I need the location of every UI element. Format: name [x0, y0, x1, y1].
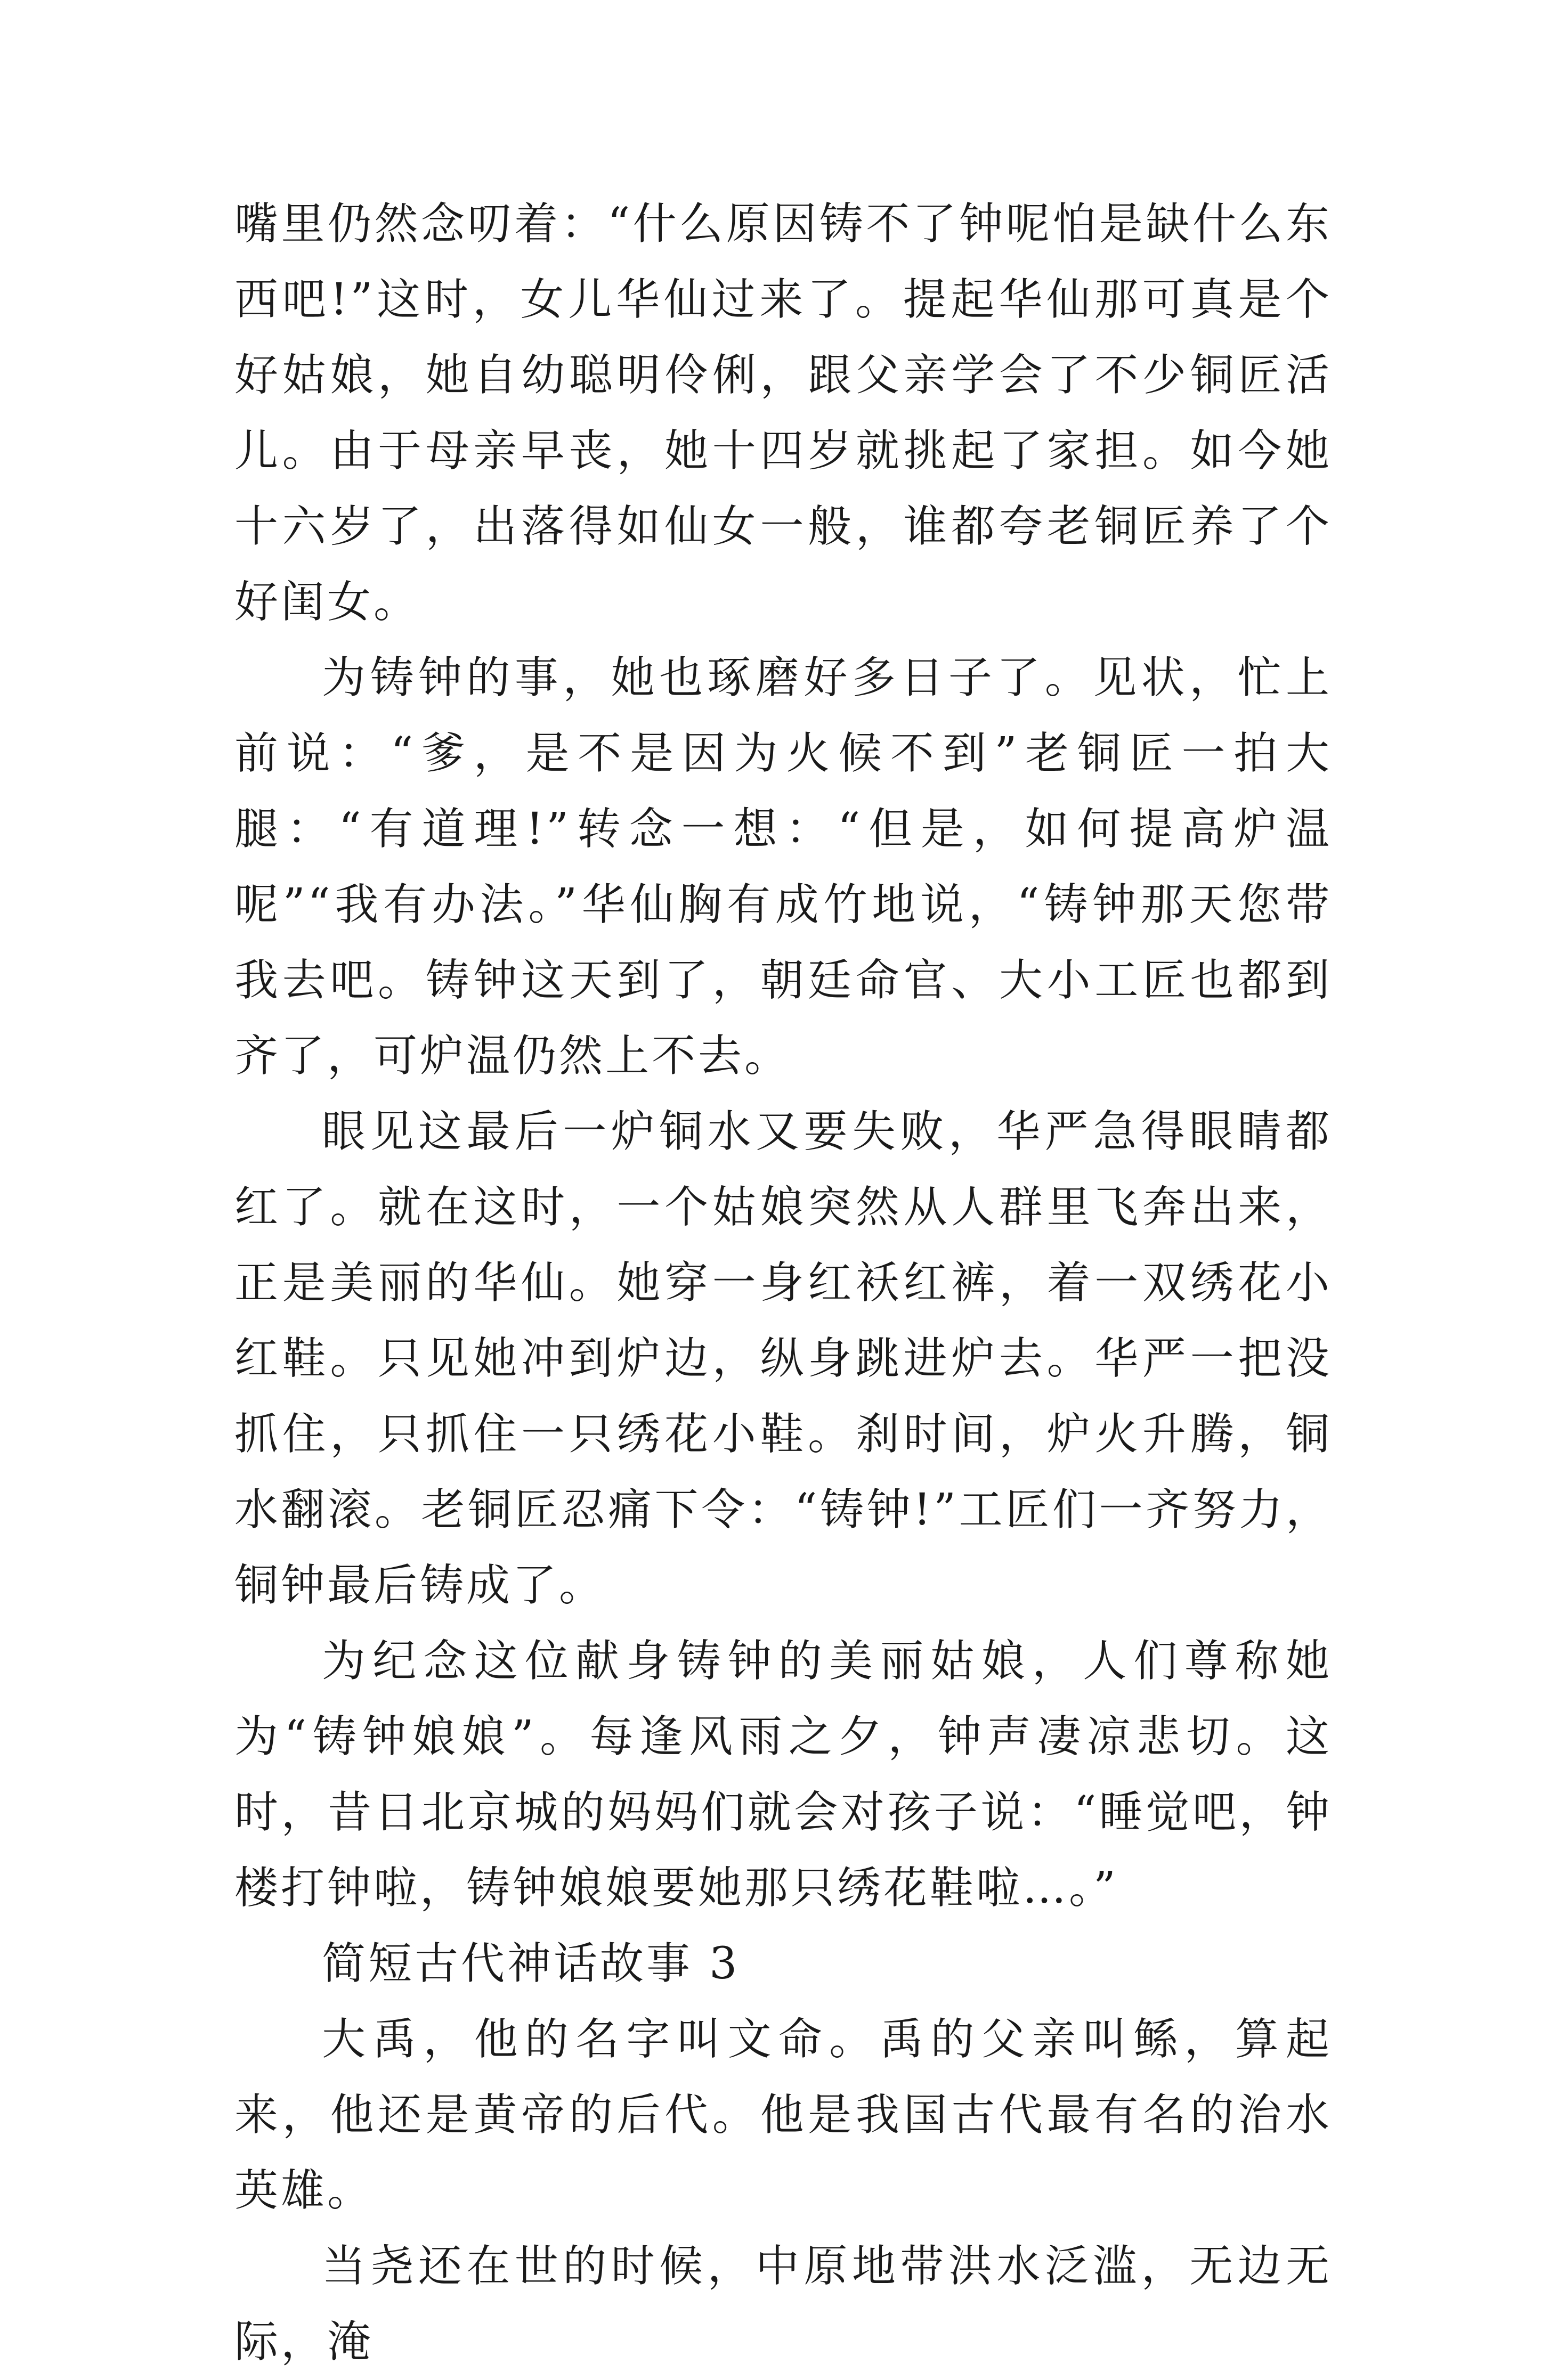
- document-body: [234, 186, 1332, 2380]
- paragraph-5: 大禹，他的名字叫文命。禹的父亲叫鲧，算起来，他还是黄帝的后代。他是我国古代最有名的治水英雄。: [234, 2014, 1332, 2216]
- section-heading: 简短古代神话故事 3: [322, 1938, 740, 1989]
- paragraph-4: 为纪念这位献身铸钟的美丽姑娘，人们尊称她为“铸钟娘娘”。每逢风雨之夕，钟声凄凉悲切。这时，昔日北京城的妈妈们就会对孩子说：“睡觉吧，钟楼打钟啦，铸钟娘娘要她那只绣花鞋啦…。”: [234, 1636, 1332, 1913]
- paragraph-2: 为铸钟的事，她也琢磨好多日子了。见状，忙上前说：“爹，是不是因为火候不到”老铜匠一拍大腿：“有道理!”转念一想：“但是，如何提高炉温呢”“我有办法。”华仙胸有成竹地说，“铸钟那天您带我去吧。铸钟这天到了，朝廷命官、大小工匠也都到齐了，可炉温仍然上不去。: [234, 653, 1332, 1081]
- paragraph-6: 当尧还在世的时候，中原地带洪水泛滥，无边无际，淹: [234, 2241, 1332, 2367]
- paragraph-3: 眼见这最后一炉铜水又要失败，华严急得眼睛都红了。就在这时，一个姑娘突然从人群里飞奔出来，正是美丽的华仙。她穿一身红袄红裤，着一双绣花小红鞋。只见她冲到炉边，纵身跳进炉去。华严一把没抓住，只抓住一只绣花小鞋。刹时间，炉火升腾，铜水翻滚。老铜匠忍痛下令：“铸钟!”工匠们一齐努力，铜钟最后铸成了。: [234, 1106, 1332, 1611]
- paragraph-1: 嘴里仍然念叨着：“什么原因铸不了钟呢怕是缺什么东西吧!”这时，女儿华仙过来了。提起华仙那可真是个好姑娘，她自幼聪明伶俐，跟父亲学会了不少铜匠活儿。由于母亲早丧，她十四岁就挑起了家担。如今她十六岁了，出落得如仙女一般，谁都夸老铜匠养了个好闺女。: [234, 199, 1332, 627]
